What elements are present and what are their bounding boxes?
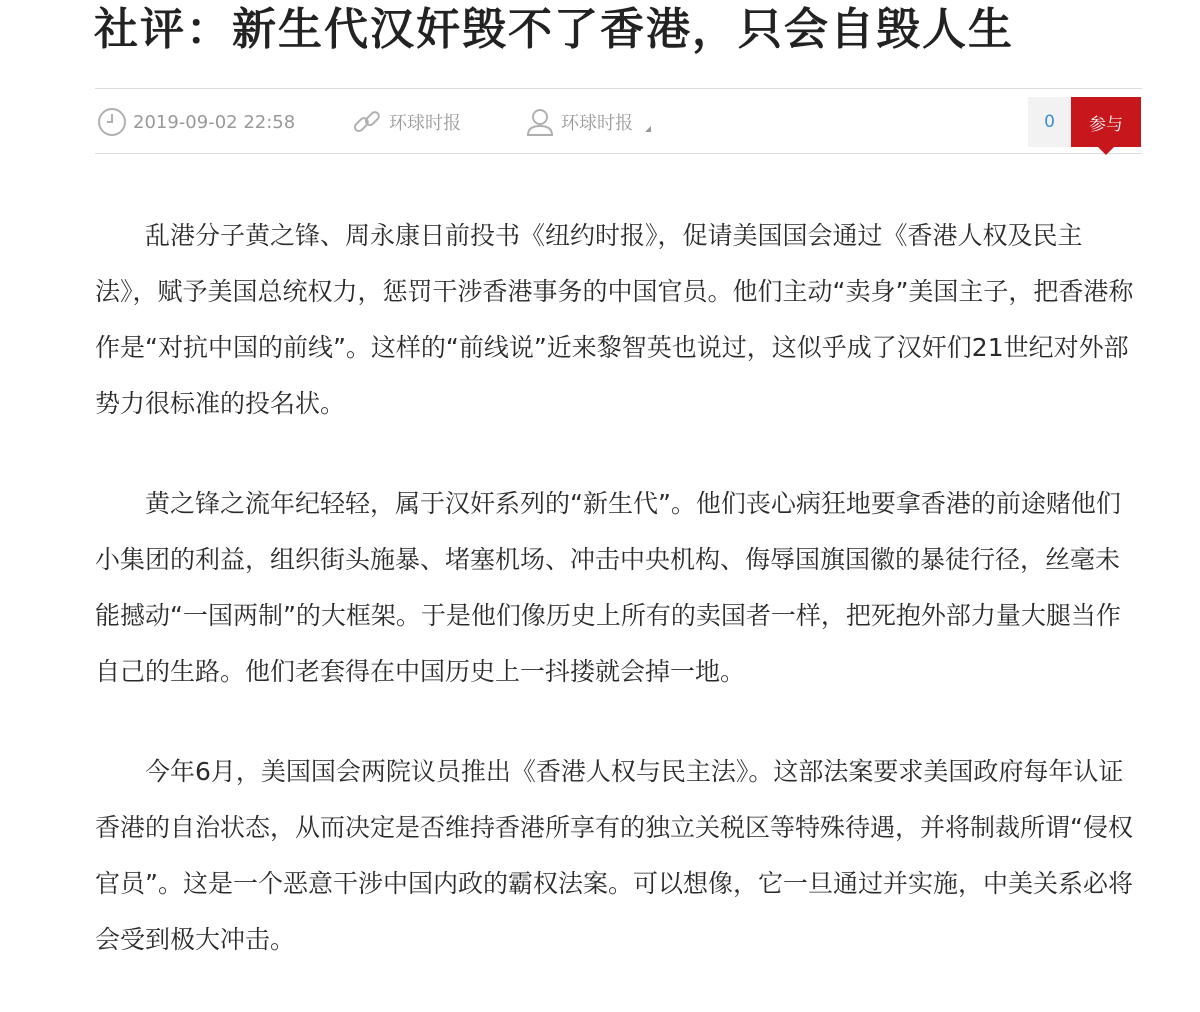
- comment-count[interactable]: 0: [1028, 97, 1071, 147]
- article-paragraph: 乱港分子黄之锋、周永康日前投书《纽约时报》，促请美国国会通过《香港人权及民主法》，赋予美国总统权力，惩罚干涉香港事务的中国官员。他们主动“卖身”美国主子，把香港称作是“对抗中国的前线”。这样的“前线说”近来黎智英也说过，这似乎成了汉奸们21世纪对外部势力很标准的投名状。: [95, 221, 1134, 418]
- article-source-text[interactable]: 环球时报: [389, 113, 461, 134]
- article-meta-bar: [95, 88, 1142, 154]
- corner-caret-icon: [645, 126, 651, 132]
- article-paragraph: 黄之锋之流年纪轻轻，属于汉奸系列的“新生代”。他们丧心病狂地要拿香港的前途赌他们小集团的利益，组织街头施暴、堵塞机场、冲击中央机构、侮辱国旗国徽的暴徒行径，丝毫未能撼动“一国两制”的大框架。于是他们像历史上所有的卖国者一样，把死抱外部力量大腿当作自己的生路。他们老套得在中国历史上一抖搂就会掉一地。: [95, 489, 1121, 686]
- user-icon: [525, 107, 555, 137]
- article-author[interactable]: [525, 107, 651, 137]
- publish-date: [97, 107, 295, 137]
- clock-icon: [97, 107, 127, 137]
- article-paragraph: 今年6月，美国国会两院议员推出《香港人权与民主法》。这部法案要求美国政府每年认证香港的自治状态，从而决定是否维持香港所享有的独立关税区等特殊待遇，并将制裁所谓“侵权官员”。这是一个恶意干涉中国内政的霸权法案。可以想像，它一旦通过并实施，中美关系必将会受到极大冲击。: [95, 757, 1133, 954]
- article-source[interactable]: [351, 107, 461, 137]
- article-title: 社评：新生代汉奸毁不了香港，只会自毁人生: [94, 4, 1014, 55]
- article-author-text[interactable]: 环球时报: [561, 113, 633, 134]
- article-body: [95, 208, 1142, 1012]
- link-icon: [351, 106, 383, 138]
- publish-date-text: 2019-09-02 22:58: [133, 111, 296, 133]
- join-discussion-button[interactable]: 参与: [1071, 97, 1141, 147]
